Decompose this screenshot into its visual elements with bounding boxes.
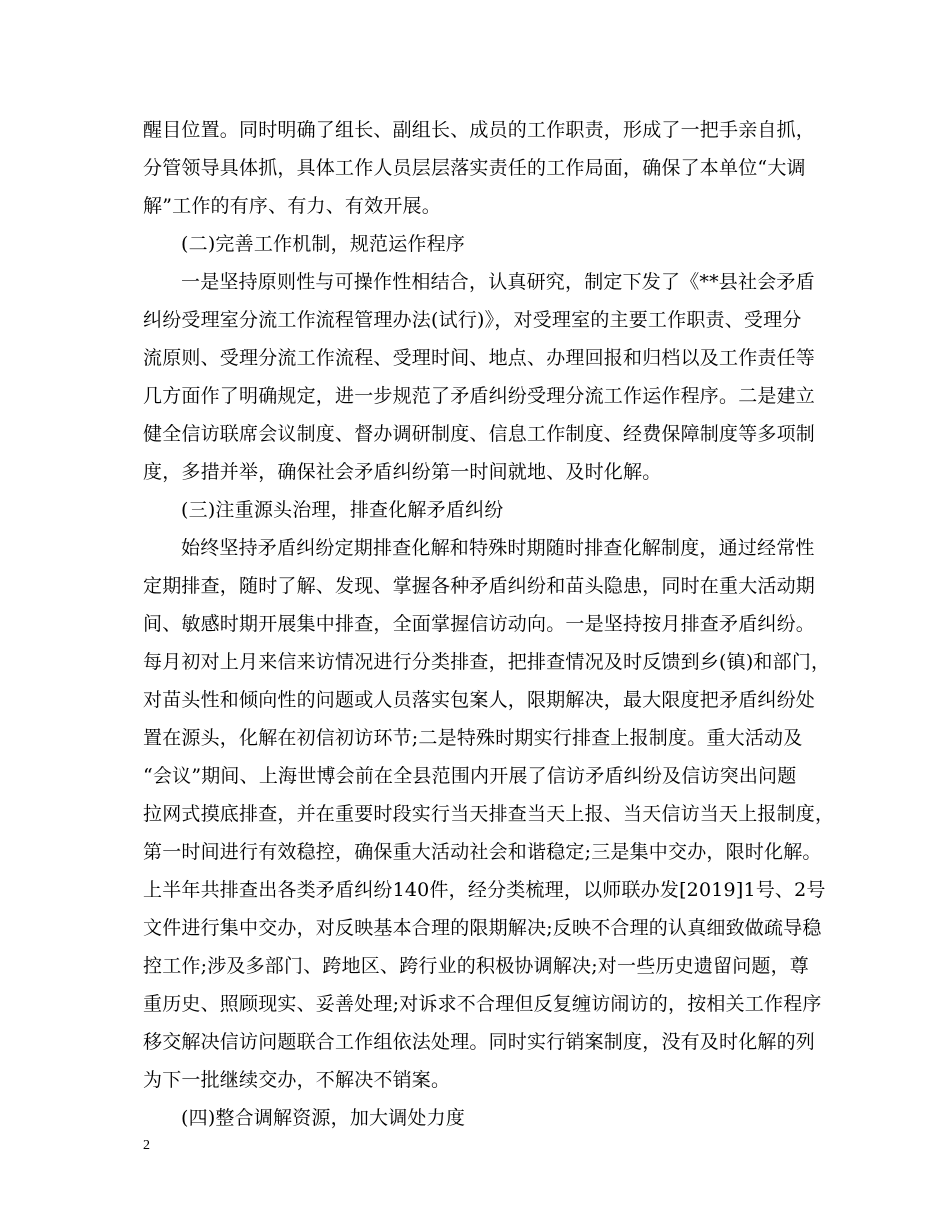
page-number: 2 xyxy=(143,1138,150,1153)
text-line: 重历史、照顾现实、妥善处理;对诉求不合理但反复缠访闹访的，按相关工作程序 xyxy=(143,993,822,1015)
section-heading: (四)整合调解资源，加大调处力度 xyxy=(181,1107,466,1129)
text-line: 纠纷受理室分流工作流程管理办法(试行)》，对受理室的主要工作职责、受理分 xyxy=(143,309,802,331)
text-line: 上半年共排查出各类矛盾纠纷140件，经分类梳理，以师联办发[2019]1号、2号 xyxy=(143,879,826,901)
text-line: 健全信访联席会议制度、督办调研制度、信息工作制度、经费保障制度等多项制 xyxy=(143,423,816,445)
section-heading: (二)完善工作机制，规范运作程序 xyxy=(181,233,466,255)
text-line: 分管领导具体抓，具体工作人员层层落实责任的工作局面，确保了本单位“大调 xyxy=(143,157,806,179)
text-line: 定期排查，随时了解、发现、掌握各种矛盾纠纷和苗头隐患，同时在重大活动期 xyxy=(143,575,816,597)
text-line: 每月初对上月来信来访情况进行分类排查，把排查情况及时反馈到乡(镇)和部门， xyxy=(143,651,831,673)
text-line: 第一时间进行有效稳控，确保重大活动社会和谐稳定;三是集中交办，限时化解。 xyxy=(143,841,822,863)
text-line: 拉网式摸底排查，并在重要时段实行当天排查当天上报、当天信访当天上报制度， xyxy=(143,803,835,825)
text-line: 一是坚持原则性与可操作性相结合，认真研究，制定下发了《**县社会矛盾 xyxy=(181,271,815,293)
text-line: 文件进行集中交办，对反映基本合理的限期解决;反映不合理的认真细致做疏导稳 xyxy=(143,917,822,939)
text-line: 间、敏感时期开展集中排查，全面掌握信访动向。一是坚持按月排查矛盾纠纷。 xyxy=(143,613,816,635)
text-line: 控工作;涉及多部门、跨地区、跨行业的积极协调解决;对一些历史遗留问题，尊 xyxy=(143,955,810,977)
text-line: 醒目位置。同时明确了组长、副组长、成员的工作职责，形成了一把手亲自抓， xyxy=(143,119,816,141)
text-line: 移交解决信访问题联合工作组依法处理。同时实行销案制度，没有及时化解的列 xyxy=(143,1031,816,1053)
text-line: 始终坚持矛盾纠纷定期排查化解和特殊时期随时排查化解制度，通过经常性 xyxy=(181,537,815,559)
text-line: 对苗头性和倾向性的问题或人员落实包案人，限期解决，最大限度把矛盾纠纷处 xyxy=(143,689,816,711)
text-line: 度，多措并举，确保社会矛盾纠纷第一时间就地、及时化解。 xyxy=(143,461,662,483)
text-line: “会议”期间、上海世博会前在全县范围内开展了信访矛盾纠纷及信访突出问题 xyxy=(143,765,797,787)
text-line: 流原则、受理分流工作流程、受理时间、地点、办理回报和归档以及工作责任等 xyxy=(143,347,816,369)
section-heading: (三)注重源头治理，排查化解矛盾纠纷 xyxy=(181,499,504,521)
text-line: 为下一批继续交办，不解决不销案。 xyxy=(143,1069,451,1091)
text-line: 置在源头，化解在初信初访环节;二是特殊时期实行排查上报制度。重大活动及 xyxy=(143,727,803,749)
text-line: 几方面作了明确规定，进一步规范了矛盾纠纷受理分流工作运作程序。二是建立 xyxy=(143,385,816,407)
text-line: 解”工作的有序、有力、有效开展。 xyxy=(143,195,441,217)
